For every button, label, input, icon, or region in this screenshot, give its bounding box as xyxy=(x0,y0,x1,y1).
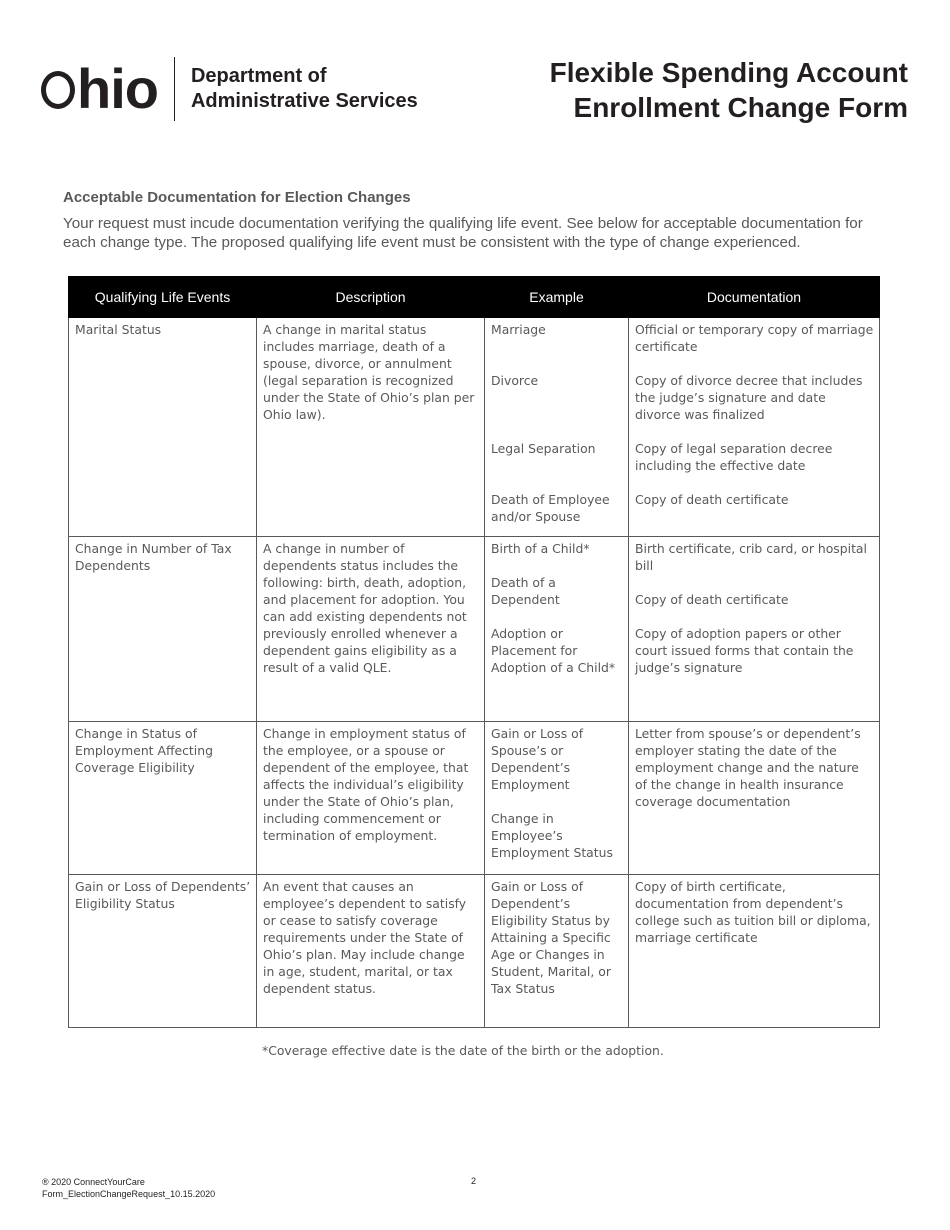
footnote: *Coverage effective date is the date of the birth or the adoption. xyxy=(262,1043,664,1058)
form-title-line-2: Enrollment Change Form xyxy=(573,92,908,123)
form-title-line-1: Flexible Spending Account xyxy=(549,57,908,88)
table-row xyxy=(69,537,880,722)
intro-paragraph: Your request must incude documentation verifying the qualifying life event. See below for acceptable documentation for each change type. The proposed qualifying life event must be consistent with the type of change experienced. xyxy=(63,215,863,251)
description-cell: An event that causes an employee’s dependent to satisfy or cease to satisfy coverage requirements under the State of Ohio’s plan. May include change in age, student, marital, or tax dependent status. xyxy=(257,875,485,1028)
table-header-row xyxy=(69,277,880,318)
column-header-documentation: Documentation xyxy=(629,277,880,318)
documentation-cell xyxy=(629,318,880,537)
example-item: Death of a Dependent xyxy=(491,575,560,607)
ohio-wordmark-text: hio xyxy=(77,57,158,120)
example-cell xyxy=(485,875,629,1028)
table-row xyxy=(69,318,880,537)
ohio-o-icon xyxy=(41,71,75,109)
column-header-events: Qualifying Life Events xyxy=(69,277,257,318)
section-heading: Acceptable Documentation for Election Changes xyxy=(63,189,411,206)
qualifying-life-events-table xyxy=(68,276,880,1028)
table-row xyxy=(69,875,880,1028)
description-cell: Change in employment status of the employee, or a spouse or dependent of the employee, that affects the individual’s eligibility under the State of Ohio’s plan, including commencement or termination of employment. xyxy=(257,722,485,875)
footer-form-id: Form_ElectionChangeRequest_10.15.2020 xyxy=(42,1189,216,1199)
documentation-item: Copy of legal separation decree including the effective date xyxy=(635,441,833,473)
documentation-cell xyxy=(629,537,880,722)
column-header-description: Description xyxy=(257,277,485,318)
page-number: 2 xyxy=(471,1176,477,1186)
ohio-wordmark xyxy=(41,57,158,120)
department-name xyxy=(191,64,418,114)
documentation-item: Letter from spouse’s or dependent’s employer stating the date of the employment change and the nature of the change in health insurance coverage documentation xyxy=(635,726,861,809)
example-item: Death of Employee and/or Spouse xyxy=(491,492,610,524)
logo-divider xyxy=(174,57,175,121)
description-cell: A change in number of dependents status includes the following: birth, death, adoption, and placement for adoption. You can add existing dependents not previously enrolled whenever a dependent gains eligibility as a result of a valid QLE. xyxy=(257,537,485,722)
table-row xyxy=(69,722,880,875)
documentation-item: Copy of adoption papers or other court issued forms that contain the judge’s signature xyxy=(635,626,854,675)
example-cell xyxy=(485,318,629,537)
event-cell: Gain or Loss of Dependents’ Eligibility Status xyxy=(69,875,257,1028)
example-cell xyxy=(485,537,629,722)
example-item: Adoption or Placement for Adoption of a Child* xyxy=(491,626,616,675)
footer-left xyxy=(42,1176,215,1200)
documentation-cell xyxy=(629,875,880,1028)
documentation-cell xyxy=(629,722,880,875)
example-item: Marriage xyxy=(491,322,546,337)
ohio-das-logo xyxy=(41,58,418,120)
form-title xyxy=(550,55,908,125)
event-cell: Change in Number of Tax Dependents xyxy=(69,537,257,722)
example-item: Change in Employee’s Employment Status xyxy=(491,811,613,860)
example-item: Legal Separation xyxy=(491,441,596,456)
event-cell: Change in Status of Employment Affecting Coverage Eligibility xyxy=(69,722,257,875)
documentation-item: Copy of birth certificate, documentation from dependent’s college such as tuition bill or diploma, marriage certificate xyxy=(635,879,871,945)
footer-copyright: ® 2020 ConnectYourCare xyxy=(42,1177,145,1187)
department-line-1: Department of xyxy=(190,65,327,87)
example-cell xyxy=(485,722,629,875)
event-cell: Marital Status xyxy=(69,318,257,537)
documentation-item: Copy of death certificate xyxy=(635,492,789,507)
documentation-item: Copy of death certificate xyxy=(635,592,789,607)
example-item: Divorce xyxy=(491,373,539,388)
documentation-item: Birth certificate, crib card, or hospital bill xyxy=(635,541,867,573)
documentation-item: Official or temporary copy of marriage certificate xyxy=(635,322,874,354)
example-item: Gain or Loss of Spouse’s or Dependent’s Employment xyxy=(491,726,584,792)
example-item: Birth of a Child* xyxy=(491,541,590,556)
column-header-example: Example xyxy=(485,277,629,318)
department-line-2: Administrative Services xyxy=(190,90,418,112)
description-cell: A change in marital status includes marriage, death of a spouse, divorce, or annulment (legal separation is recognized under the State of Ohio’s plan per Ohio law). xyxy=(257,318,485,537)
documentation-item: Copy of divorce decree that includes the judge’s signature and date divorce was finalized xyxy=(635,373,863,422)
example-item: Gain or Loss of Dependent’s Eligibility Status by Attaining a Specific Age or Changes in Student, Marital, or Tax Status xyxy=(491,879,611,996)
